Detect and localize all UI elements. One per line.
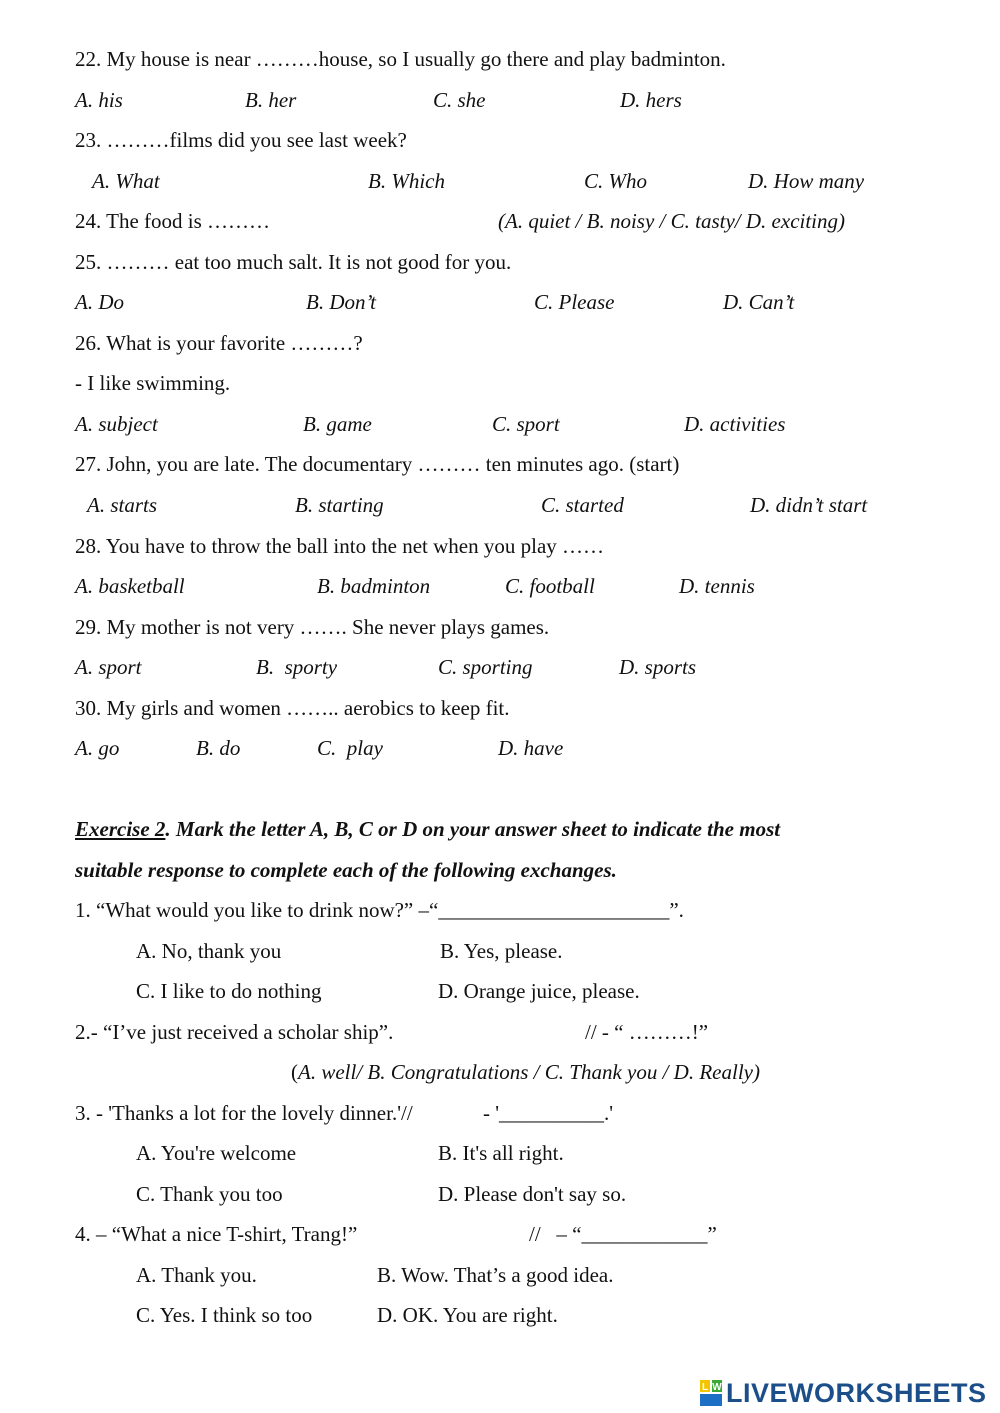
question-29 [0,612,1000,642]
question-24-text: 24. The food is ……… [75,209,271,233]
question-28 [0,531,1000,561]
ex2-question-2-options [0,1057,1000,1087]
option-d: D. Orange juice, please. [438,979,640,1003]
options-list: A. well/ B. Congratulations / C. Thank you / D. Really) [298,1060,760,1084]
exercise-2-heading [0,814,1000,844]
question-24-options: (A. quiet / B. noisy / C. tasty/ D. exciting) [498,209,846,233]
option-c: C. Yes. I think so too [136,1303,313,1327]
option-a: A. starts [87,493,158,517]
option-c: C. started [541,493,624,517]
question-30-text: 30. My girls and women …….. aerobics to keep fit. [75,696,510,720]
ex2-question-4-options-ab [0,1260,1000,1290]
exercise-2-instruction-cont: suitable response to complete each of the following exchanges. [75,858,617,882]
ex2-question-3-reply: - '__________.' [483,1101,614,1125]
option-b: B. Yes, please. [440,939,563,963]
option-b: B. Which [368,169,445,193]
question-26-answer [0,368,1000,398]
ex2-question-2-reply: // - “ ………!” [585,1020,709,1044]
option-d: D. Can’t [723,290,795,314]
question-27 [0,449,1000,479]
question-27-text: 27. John, you are late. The documentary ……… ten minutes ago. (start) [75,452,680,476]
option-a: A. his [75,88,123,112]
option-b: B. her [245,88,297,112]
option-b: B. game [303,412,372,436]
option-c: C. play [317,736,383,760]
question-30-options [0,733,1000,763]
option-a: A. You're welcome [136,1141,297,1165]
option-d: D. tennis [679,574,755,598]
option-c: C. Please [534,290,615,314]
question-28-text: 28. You have to throw the ball into the net when you play …… [75,534,605,558]
question-30 [0,693,1000,723]
option-c: C. sporting [438,655,533,679]
ex2-question-2 [0,1017,1000,1047]
question-25-options [0,287,1000,317]
option-c: C. Who [584,169,647,193]
option-d: D. have [498,736,564,760]
question-24 [0,206,1000,236]
option-a: A. subject [75,412,158,436]
exercise-2-instruction: . Mark the letter A, B, C or D on your answer sheet to indicate the most [165,817,781,841]
option-b: B. badminton [317,574,431,598]
question-26 [0,328,1000,358]
option-a: A. What [92,169,160,193]
option-d: D. hers [620,88,682,112]
option-d: D. How many [748,169,865,193]
question-27-options [0,490,1000,520]
question-22 [0,44,1000,74]
option-b: B. It's all right. [438,1141,564,1165]
question-25-text: 25. ……… eat too much salt. It is not good for you. [75,250,512,274]
option-d: D. sports [619,655,697,679]
option-a: A. No, thank you [136,939,282,963]
option-c: C. she [433,88,486,112]
liveworksheets-logo-icon [700,1380,722,1406]
option-c: C. I like to do nothing [136,979,322,1003]
ex2-question-4-text: 4. – “What a nice T-shirt, Trang!” [75,1222,358,1246]
option-d: D. activities [684,412,786,436]
exercise-2-label: Exercise 2 [75,817,166,841]
option-c: C. sport [492,412,560,436]
option-a: A. go [75,736,120,760]
exercise-2-heading-line2 [0,855,1000,885]
options-open-paren: ( [291,1060,298,1084]
ex2-question-1-text: 1. “What would you like to drink now?” –“______________________”. [75,898,684,922]
question-26-options [0,409,1000,439]
option-b: B. sporty [256,655,338,679]
option-d: D. didn’t start [750,493,868,517]
option-d: D. OK. You are right. [377,1303,558,1327]
option-b: B. Wow. That’s a good idea. [377,1263,614,1287]
option-b: B. starting [295,493,384,517]
ex2-question-1 [0,895,1000,925]
question-26-text: 26. What is your favorite ………? [75,331,363,355]
logo-letter-l: L [701,1382,709,1393]
option-b: B. do [196,736,241,760]
logo-letter-w: W [712,1382,722,1393]
option-c: C. football [505,574,595,598]
option-b: B. Don’t [306,290,376,314]
option-a: A. Do [75,290,124,314]
question-28-options [0,571,1000,601]
question-22-options [0,85,1000,115]
ex2-question-3-options-ab [0,1138,1000,1168]
answer-text: - I like swimming. [75,371,231,395]
option-a: A. Thank you. [136,1263,257,1287]
option-a: A. basketball [75,574,185,598]
question-25 [0,247,1000,277]
ex2-question-1-options-ab [0,936,1000,966]
question-29-text: 29. My mother is not very ……. She never plays games. [75,615,550,639]
question-22-text: 22. My house is near ………house, so I usually go there and play badminton. [75,47,726,71]
ex2-question-3-options-cd [0,1179,1000,1209]
question-29-options [0,652,1000,682]
ex2-question-3-text: 3. - 'Thanks a lot for the lovely dinner.'// [75,1101,413,1125]
ex2-question-4 [0,1219,1000,1249]
liveworksheets-brand: LIVEWORKSHEETS [726,1378,987,1408]
ex2-question-1-options-cd [0,976,1000,1006]
question-23-text: 23. ………films did you see last week? [75,128,407,152]
option-c: C. Thank you too [136,1182,283,1206]
ex2-question-4-reply: // – “____________” [529,1222,717,1246]
option-d: D. Please don't say so. [438,1182,627,1206]
liveworksheets-logo[interactable] [700,1378,987,1408]
ex2-question-4-options-cd [0,1300,1000,1330]
question-23-options [0,166,1000,196]
ex2-question-3 [0,1098,1000,1128]
option-a: A. sport [75,655,142,679]
question-23 [0,125,1000,155]
ex2-question-2-text: 2.- “I’ve just received a scholar ship”. [75,1020,394,1044]
